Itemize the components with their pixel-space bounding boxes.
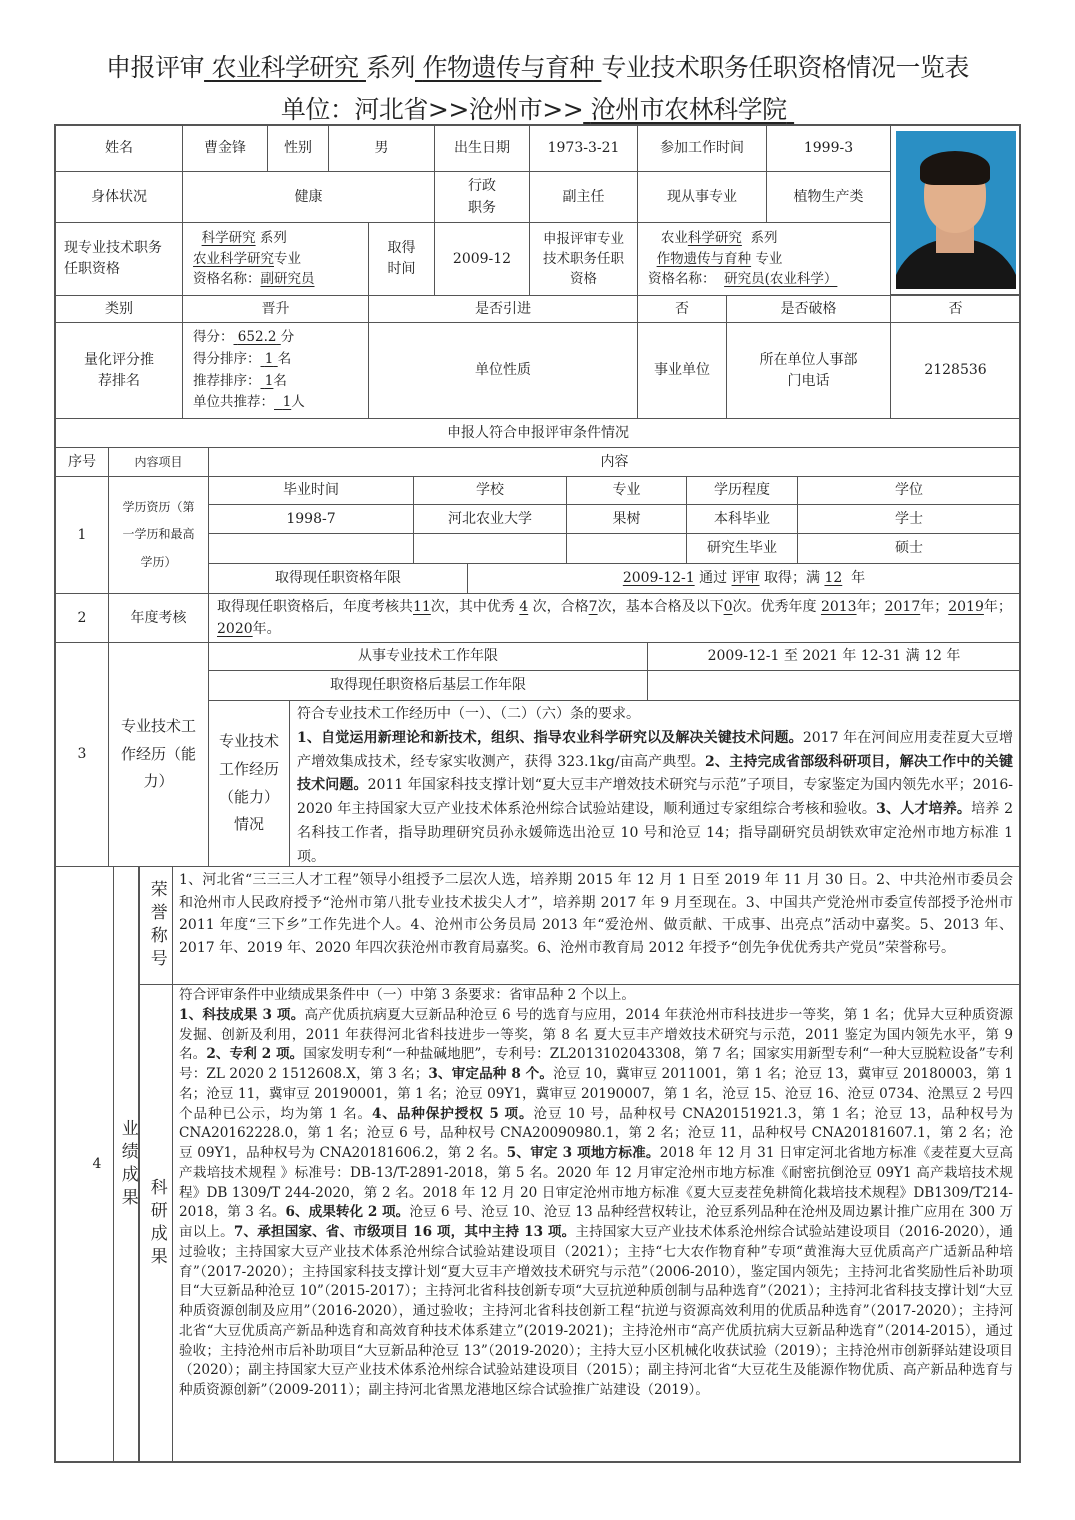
apply-name-line: 资格名称： 研究员(农业科学） xyxy=(648,271,838,288)
obtain-time-label: 取得时间 xyxy=(368,222,435,296)
work-no: 3 xyxy=(55,642,109,867)
birth-label: 出生日期 xyxy=(434,125,530,172)
gender-label: 性别 xyxy=(267,125,329,172)
title-suffix: 专业技术职务任职资格情况一览表 xyxy=(601,53,969,82)
admin-label: 行政职务 xyxy=(434,171,530,223)
work-start-label: 参加工作时间 xyxy=(637,125,767,172)
edu-header-major: 专业 xyxy=(566,476,687,505)
birth-value: 1973-3-21 xyxy=(529,125,638,172)
introduced-value: 否 xyxy=(637,295,727,323)
score-label: 量化评分推荐排名 xyxy=(55,322,183,419)
research-text: 符合评审条件中业绩成果条件中（一）中第 3 条要求：省审品种 2 个以上。 1、科技成果 3 项。高产优质抗病夏大豆新品种沧豆 6 号的选育与应用，2014 年获沧州市科技进步一等奖，第 1 名；优异大豆种质资源发掘、创新及利用，2011 年获得河北省科技进步一等奖，第 8 名 夏大豆丰产增效技术研究与示范，2011 鉴定为国内领先水平，第 9 名。2、专利 2 项。国家发明专利“一种盐碱地肥”，专利号：ZL2013102043308，第 7 名；国家实用新型专利“一种大豆脱粒设备”专利号：ZL 2020 2 1512608.X，第 3 名；3、审定品种 8 个。沧豆 10，冀审豆 2011001，第 1 名；沧豆 13，冀审豆 20180003，第 1 名；沧豆 11，冀审豆 20190001，第 1 名；沧豆 09Y1，冀审豆 20190007，第 1 名，沧豆 15、沧豆 16、沧豆 0734、沧黑豆 2 号四个品种已公示，均为第 1 名。4、品种保护授权 5 项。沧豆 10 号，品种权号 CNA20151921.3，第 1 名；沧豆 13，品种权号为 CNA20162228.0，第 1 名；沧豆 6 号，品种权号 CNA20090980.1，第 2 名；沧豆 11，品种权号 CNA20181607.1，第 2 名；沧豆 09Y1，品种权号为 CNA20181606.2，第 2 名。5、审定 3 项地方标准。2018 年 12 月 31 日审定河北省地方标准《麦茬夏大豆高产栽培技术规程 》标准号：DB-13/T-2891-2018，第 5 名。2020 年 12 月审定沧州市地方标准《耐密抗倒沧豆 09Y1 高产栽培技术规程》DB 1309/T 244-2020，第 2 名。2018 年 12 月 20 日审定沧州市地方标准《夏大豆麦茬免耕简化栽培技术规程》DB1309/T214-2018，第 3 名。6、成果转化 2 项。沧豆 6 号、沧豆 10、沧豆 13 品种经营权转让，沧豆系列品种在沧州及周边累计推广应用在 300 万亩以上。7、承担国家、省、市级项目 16 项，其中主持 13 项。主持国家大豆产业技术体系沧州综合试验站建设项目（2016-2020），通过验收；主持国家大豆产业技术体系沧州综合试验站建设项目（2021）；主持“七大农作物育种”专项“黄淮海大豆优质高产广适新品种培育”（2017-2020）；主持国家科技支撑计划“夏大豆丰产增效技术研究与示范”（2006-2010），鉴定国内领先；主持河北省奖励性后补助项目“大豆新品种沧豆 10”（2015-2017）；主持河北省科技创新专项“大豆抗逆种质创制与品种选育”（2021）；主持河北省科技支撑计划“大豆种质资源创制及应用”（2016-2020），通过验收；主持河北省科技创新工程“抗逆与资源高效利用的优质品种选育”（2017-2020）；主持河北省“大豆优质高产新品种选育和高效育种技术体系建立”(2019-2021)；主持沧州市“高产优质抗病大豆新品种选育”（2014-2015），通过验收；主持沧州市后补助项目“大豆新品种沧豆 13”（2019-2020）；主持大豆小区机械化收获试验（2019）；主持沧州市创新驿站建设项目（2020）；副主持国家大豆产业技术体系沧州综合试验站建设项目（2015）；副主持河北省“大豆花生及能源作物优质、高产新品种选育与种质资源创新”（2009-2011）；副主持河北省黑龙港地区综合试验推广站建设（2019）。 xyxy=(179,987,1013,1398)
unit-label: 单位：河北省>>沧州市>> xyxy=(280,95,584,124)
unit-name: 沧州市农林科学院 xyxy=(590,95,787,124)
obtain-time-value: 2009-12 xyxy=(434,222,530,296)
unit-type-label: 单位性质 xyxy=(368,322,638,419)
edu-header-school: 学校 xyxy=(413,476,567,505)
work-start-value: 1999-3 xyxy=(766,125,891,172)
section-title: 申报人符合申报评审条件情况 xyxy=(55,418,1021,448)
annual-label: 年度考核 xyxy=(108,593,209,643)
title-series: 农业科学研究 xyxy=(211,53,359,82)
category-label: 类别 xyxy=(55,295,183,323)
col-no-header: 序号 xyxy=(55,447,109,477)
title-prefix: 申报评审 xyxy=(106,53,205,82)
grassroots-value xyxy=(647,670,1021,701)
edu-header-time: 毕业时间 xyxy=(208,476,414,505)
col-content-header: 内容 xyxy=(208,447,1021,477)
work-label: 专业技术工作经历（能力） xyxy=(108,642,209,867)
current-qual-major-line: 农业科学研究专业 xyxy=(193,250,301,267)
admin-value: 副主任 xyxy=(529,171,638,223)
grassroots-label: 取得现任职资格后基层工作年限 xyxy=(208,670,648,701)
achieve-no: 4 xyxy=(55,866,139,1463)
title-major: 作物遗传与育种 xyxy=(422,53,594,82)
name-label: 姓名 xyxy=(55,125,183,172)
rec-rank-line: 推荐排序： 1名 xyxy=(193,372,287,389)
unit-type-value: 事业单位 xyxy=(637,322,727,419)
score-line: 得分： 652.2 分 xyxy=(193,329,295,346)
edu-header-degree: 学位 xyxy=(797,476,1021,505)
apply-major-line: 作物遗传与育种 专业 xyxy=(656,250,783,267)
edu-no: 1 xyxy=(55,476,109,594)
research-label: 科研成果 xyxy=(139,984,173,1463)
edu-label: 学历资历（第一学历和最高学历） xyxy=(108,476,209,594)
edu-cell xyxy=(566,533,687,564)
annual-value: 取得现任职资格后，年度考核共11次，其中优秀 4 次，合格7次，基本合格及以下0次。优秀年度 2013年；2017年；2019年；2020年。 xyxy=(208,593,1021,643)
honor-text: 1、河北省“三三三人才工程”领导小组授予二层次人选，培养期 2015 年 12 月 1 日至 2019 年 11 月 30 日。2、中共沧州市委员会和沧州市人民政府授予“沧州市第八批专业技术拔尖人才”，培养期 2017 年 9 月至现在。3、中国共产党沧州市委宣传部授予沧州市 2011 年度“三下乡”工作先进个人。4、沧州市公务员局 2013 年“爱沧州、做贡献、干成事、出亮点”活动中嘉奖。5、2013 年、2017 年、2019 年、2020 年四次获沧州市教育局嘉奖。6、沧州市教育局 2012 年授予“创先争优优秀共产党员”荣誉称号。 xyxy=(179,872,1013,956)
col-item-header: 内容项目 xyxy=(108,447,209,477)
unit-line xyxy=(0,90,1075,126)
current-qual-label: 现专业技术职务任职资格 xyxy=(55,222,183,296)
gender-value: 男 xyxy=(328,125,435,172)
page-title xyxy=(0,48,1075,84)
edu-cell: 果树 xyxy=(566,504,687,534)
work-years-value: 2009-12-1 至 2021 年 12-31 满 12 年 xyxy=(647,642,1021,671)
score-rank-line: 得分排序： 1 名 xyxy=(193,350,292,367)
honor-label: 荣誉称号 xyxy=(139,866,173,985)
edu-cell: 本科毕业 xyxy=(686,504,798,534)
edu-years-value: 2009-12-1 通过 评审 取得；满 12 年 xyxy=(467,563,1021,594)
apply-qual-label: 申报评审专业技术职务任职资格 xyxy=(529,222,638,296)
edu-cell: 学士 xyxy=(797,504,1021,534)
work-detail-label: 专业技术工作经历（能力）情况 xyxy=(208,700,290,867)
current-qual-name-line: 资格名称：副研究员 xyxy=(193,271,315,288)
health-label: 身体状况 xyxy=(55,171,183,223)
apply-qual-value xyxy=(637,222,891,296)
current-qual-series-line: 科学研究 系列 xyxy=(201,229,287,246)
hr-phone-label: 所在单位人事部门电话 xyxy=(726,322,891,419)
hr-phone-value: 2128536 xyxy=(890,322,1021,419)
edu-cell: 研究生毕业 xyxy=(686,533,798,564)
exceptional-label: 是否破格 xyxy=(726,295,891,323)
unit-total-line: 单位共推荐： 1人 xyxy=(193,394,305,411)
edu-cell: 1998-7 xyxy=(208,504,414,534)
exceptional-value: 否 xyxy=(890,295,1021,323)
current-qual-value xyxy=(182,222,369,296)
current-major-value: 植物生产类 xyxy=(766,171,891,223)
category-value: 晋升 xyxy=(182,295,369,323)
photo-cell xyxy=(890,125,1021,295)
achieve-label: 业绩成果 xyxy=(117,1118,138,1211)
introduced-label: 是否引进 xyxy=(368,295,638,323)
work-years-label: 从事专业技术工作年限 xyxy=(208,642,648,671)
portrait-photo-icon xyxy=(896,131,1016,289)
annual-no: 2 xyxy=(55,593,109,643)
edu-cell: 河北农业大学 xyxy=(413,504,567,534)
edu-cell xyxy=(413,533,567,564)
score-values xyxy=(182,322,369,419)
edu-cell: 硕士 xyxy=(797,533,1021,564)
name-value: 曹金锋 xyxy=(182,125,268,172)
current-major-label: 现从事专业 xyxy=(637,171,767,223)
health-value: 健康 xyxy=(182,171,435,223)
work-detail-text: 符合专业技术工作经历中（一）、（二）（六）条的要求。 1、自觉运用新理论和新技术，组织、指导农业科学研究以及解决关键技术问题。2017 年在河间应用麦茬夏大豆增产增效集成技术，经专家实收测产，获得 323.1kg/亩高产典型。2、主持完成省部级科研项目，解决工作中的关键技术问题。2011 年国家科技支撑计划“夏大豆丰产增效技术研究与示范”子项目，专家鉴定为国内领先水平；2016-2020 年主持国家大豆产业技术体系沧州综合试验站建设，顺利通过专家组综合考核和验收。3、人才培养。培养 2 名科技工作者，指导助理研究员孙永媛筛选出沧豆 10 号和沧豆 14；指导副研究员胡铁欢审定沧州市地方标准 1 项。 xyxy=(297,706,1013,865)
edu-header-level: 学历程度 xyxy=(686,476,798,505)
apply-series-line: 农业科学研究 系列 xyxy=(660,229,778,246)
title-series-suffix: 系列 xyxy=(365,53,415,82)
edu-years-label: 取得现任职资格年限 xyxy=(208,563,468,594)
edu-cell xyxy=(208,533,414,564)
